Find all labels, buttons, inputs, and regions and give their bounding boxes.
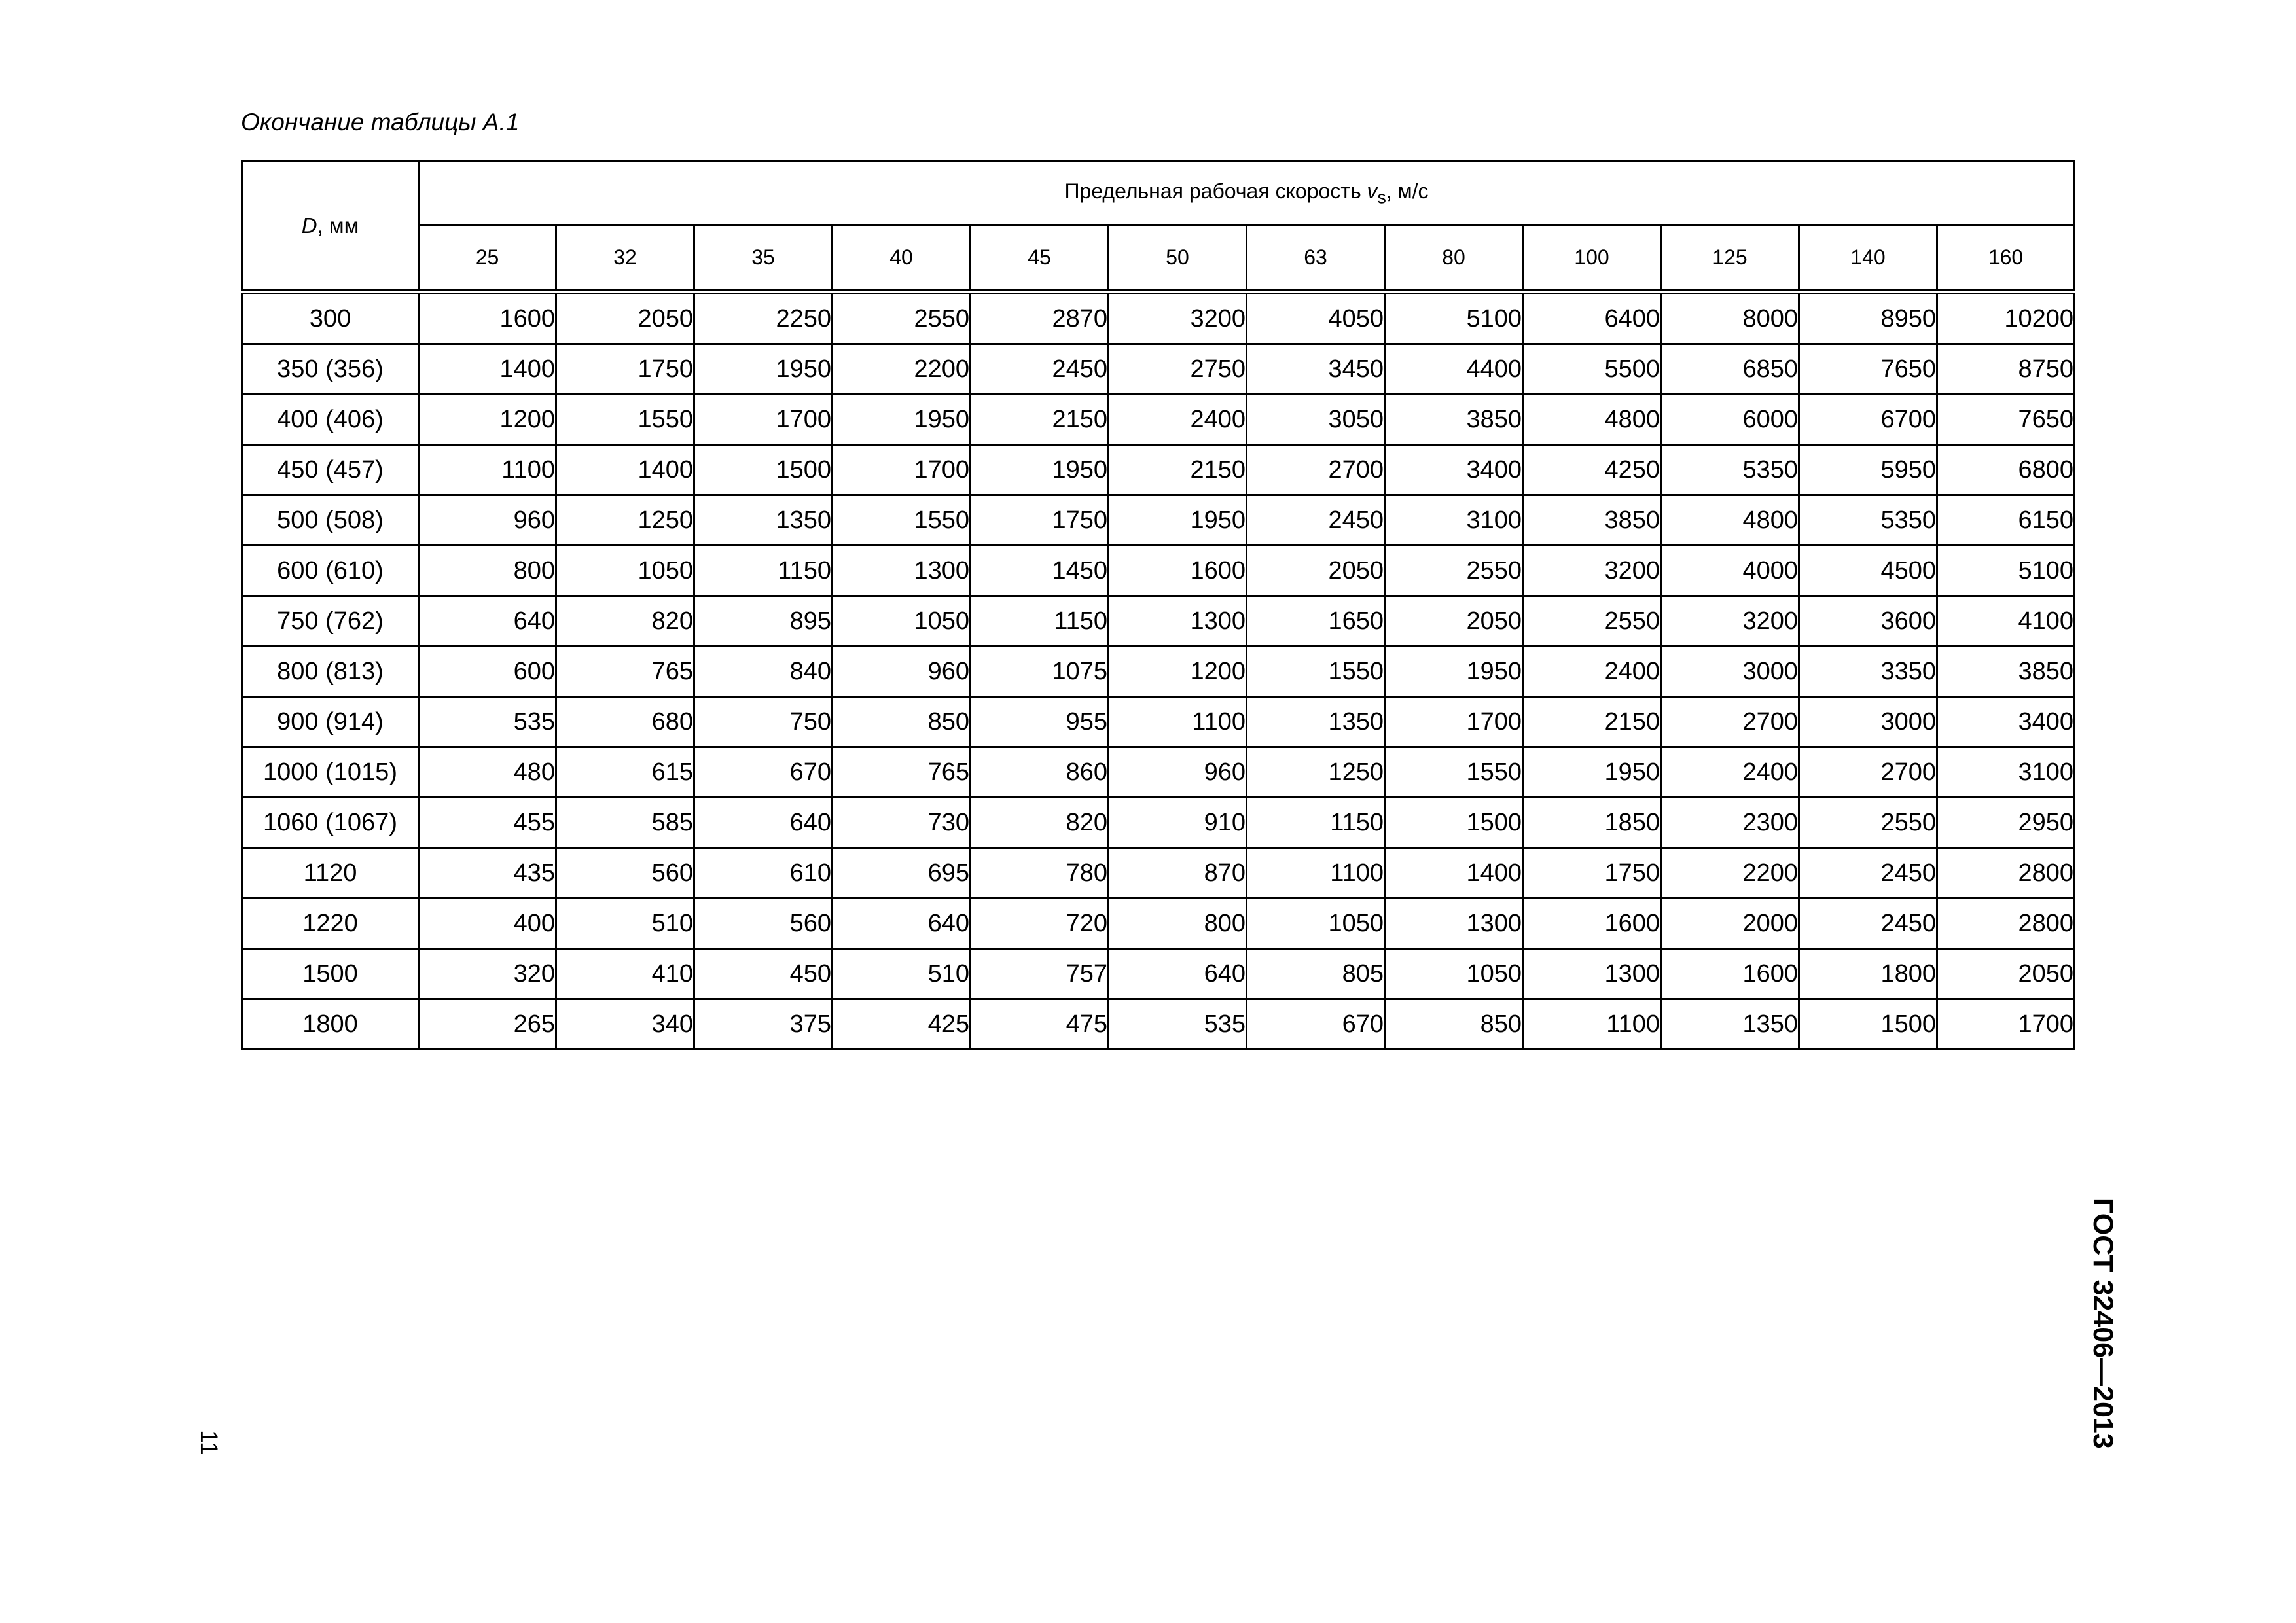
- value-cell: 1550: [833, 495, 971, 546]
- value-cell: 640: [833, 899, 971, 949]
- value-cell: 510: [833, 949, 971, 999]
- diameter-cell: 1500: [242, 949, 419, 999]
- velocity-subscript: s: [1377, 187, 1386, 207]
- value-cell: 1050: [1385, 949, 1523, 999]
- value-cell: 670: [694, 747, 833, 798]
- page-number: 11: [196, 1430, 223, 1455]
- standard-code: ГОСТ 32406—2013: [2087, 1198, 2119, 1449]
- value-cell: 6150: [1937, 495, 2075, 546]
- table-row: [242, 344, 2075, 395]
- velocity-col-header: 50: [1109, 226, 1247, 292]
- value-cell: 2550: [1799, 798, 1937, 848]
- value-cell: 4100: [1937, 596, 2075, 647]
- value-cell: 2700: [1799, 747, 1937, 798]
- value-cell: 1800: [1799, 949, 1937, 999]
- diameter-cell: 1060 (1067): [242, 798, 419, 848]
- value-cell: 1100: [1109, 697, 1247, 747]
- value-cell: 400: [419, 899, 556, 949]
- value-cell: 1150: [694, 546, 833, 596]
- value-cell: 1500: [694, 445, 833, 495]
- value-cell: 610: [694, 848, 833, 899]
- value-cell: 1700: [833, 445, 971, 495]
- value-cell: 2050: [1247, 546, 1385, 596]
- value-cell: 1300: [833, 546, 971, 596]
- value-cell: 1950: [833, 395, 971, 445]
- value-cell: 1200: [1109, 647, 1247, 697]
- value-cell: 8750: [1937, 344, 2075, 395]
- value-cell: 1700: [694, 395, 833, 445]
- value-cell: 1600: [1109, 546, 1247, 596]
- diameter-cell: 350 (356): [242, 344, 419, 395]
- value-cell: 1300: [1385, 899, 1523, 949]
- diameter-unit: , мм: [317, 213, 359, 238]
- value-cell: 1350: [1247, 697, 1385, 747]
- value-cell: 7650: [1937, 395, 2075, 445]
- value-cell: 4800: [1523, 395, 1661, 445]
- value-cell: 425: [833, 999, 971, 1050]
- value-cell: 805: [1247, 949, 1385, 999]
- value-cell: 780: [971, 848, 1109, 899]
- value-cell: 265: [419, 999, 556, 1050]
- value-cell: 1950: [1385, 647, 1523, 697]
- velocity-col-header: 80: [1385, 226, 1523, 292]
- value-cell: 320: [419, 949, 556, 999]
- value-cell: 3200: [1523, 546, 1661, 596]
- value-cell: 4800: [1661, 495, 1799, 546]
- value-cell: 2550: [1523, 596, 1661, 647]
- diameter-cell: 1800: [242, 999, 419, 1050]
- value-cell: 640: [419, 596, 556, 647]
- value-cell: 1950: [1523, 747, 1661, 798]
- value-cell: 1050: [1247, 899, 1385, 949]
- velocity-col-header: 100: [1523, 226, 1661, 292]
- value-cell: 3350: [1799, 647, 1937, 697]
- diameter-cell: 600 (610): [242, 546, 419, 596]
- value-cell: 615: [556, 747, 694, 798]
- value-cell: 455: [419, 798, 556, 848]
- value-cell: 2050: [1385, 596, 1523, 647]
- value-cell: 2700: [1661, 697, 1799, 747]
- value-cell: 3850: [1937, 647, 2075, 697]
- value-cell: 2450: [971, 344, 1109, 395]
- value-cell: 1600: [1661, 949, 1799, 999]
- diameter-cell: 800 (813): [242, 647, 419, 697]
- value-cell: 4500: [1799, 546, 1937, 596]
- value-cell: 1550: [1385, 747, 1523, 798]
- value-cell: 1400: [556, 445, 694, 495]
- diameter-symbol: D: [301, 213, 317, 238]
- velocity-col-header: 25: [419, 226, 556, 292]
- value-cell: 1950: [694, 344, 833, 395]
- value-cell: 3400: [1385, 445, 1523, 495]
- value-cell: 3200: [1109, 292, 1247, 344]
- value-cell: 600: [419, 647, 556, 697]
- value-cell: 680: [556, 697, 694, 747]
- value-cell: 535: [1109, 999, 1247, 1050]
- value-cell: 2050: [1937, 949, 2075, 999]
- value-cell: 3100: [1385, 495, 1523, 546]
- velocity-values-row: [242, 226, 2075, 292]
- value-cell: 1400: [419, 344, 556, 395]
- table-body: [242, 292, 2075, 1050]
- diameter-cell: 900 (914): [242, 697, 419, 747]
- value-cell: 2950: [1937, 798, 2075, 848]
- value-cell: 8000: [1661, 292, 1799, 344]
- value-cell: 820: [556, 596, 694, 647]
- table-row: [242, 949, 2075, 999]
- value-cell: 640: [1109, 949, 1247, 999]
- value-cell: 1100: [1247, 848, 1385, 899]
- diameter-cell: 450 (457): [242, 445, 419, 495]
- value-cell: 5350: [1661, 445, 1799, 495]
- value-cell: 6850: [1661, 344, 1799, 395]
- value-cell: 765: [556, 647, 694, 697]
- diameter-cell: 750 (762): [242, 596, 419, 647]
- value-cell: 730: [833, 798, 971, 848]
- value-cell: 3450: [1247, 344, 1385, 395]
- value-cell: 3000: [1661, 647, 1799, 697]
- value-cell: 3850: [1385, 395, 1523, 445]
- value-cell: 800: [1109, 899, 1247, 949]
- value-cell: 955: [971, 697, 1109, 747]
- value-cell: 3050: [1247, 395, 1385, 445]
- value-cell: 3400: [1937, 697, 2075, 747]
- value-cell: 1950: [971, 445, 1109, 495]
- value-cell: 2450: [1799, 899, 1937, 949]
- value-cell: 475: [971, 999, 1109, 1050]
- value-cell: 2150: [1523, 697, 1661, 747]
- value-cell: 5950: [1799, 445, 1937, 495]
- value-cell: 840: [694, 647, 833, 697]
- velocity-col-header: 32: [556, 226, 694, 292]
- value-cell: 3850: [1523, 495, 1661, 546]
- value-cell: 435: [419, 848, 556, 899]
- value-cell: 5350: [1799, 495, 1937, 546]
- value-cell: 695: [833, 848, 971, 899]
- velocity-col-header: 160: [1937, 226, 2075, 292]
- value-cell: 2450: [1799, 848, 1937, 899]
- table-row: [242, 999, 2075, 1050]
- value-cell: 375: [694, 999, 833, 1050]
- value-cell: 910: [1109, 798, 1247, 848]
- value-cell: 10200: [1937, 292, 2075, 344]
- velocity-col-header: 35: [694, 226, 833, 292]
- value-cell: 2150: [1109, 445, 1247, 495]
- value-cell: 960: [1109, 747, 1247, 798]
- diameter-cell: 1000 (1015): [242, 747, 419, 798]
- velocity-col-header: 125: [1661, 226, 1799, 292]
- value-cell: 480: [419, 747, 556, 798]
- value-cell: 4400: [1385, 344, 1523, 395]
- velocity-header: [419, 162, 2075, 226]
- speed-table: [241, 160, 2075, 1050]
- value-cell: 5500: [1523, 344, 1661, 395]
- value-cell: 3600: [1799, 596, 1937, 647]
- value-cell: 1700: [1385, 697, 1523, 747]
- value-cell: 7650: [1799, 344, 1937, 395]
- value-cell: 1850: [1523, 798, 1661, 848]
- value-cell: 1350: [694, 495, 833, 546]
- diameter-cell: 1120: [242, 848, 419, 899]
- value-cell: 2150: [971, 395, 1109, 445]
- table-row: [242, 747, 2075, 798]
- value-cell: 6000: [1661, 395, 1799, 445]
- value-cell: 6700: [1799, 395, 1937, 445]
- value-cell: 2400: [1109, 395, 1247, 445]
- value-cell: 1550: [1247, 647, 1385, 697]
- value-cell: 3000: [1799, 697, 1937, 747]
- table-row: [242, 546, 2075, 596]
- value-cell: 560: [556, 848, 694, 899]
- value-cell: 1400: [1385, 848, 1523, 899]
- value-cell: 1600: [419, 292, 556, 344]
- value-cell: 1450: [971, 546, 1109, 596]
- value-cell: 1750: [971, 495, 1109, 546]
- value-cell: 4250: [1523, 445, 1661, 495]
- value-cell: 1950: [1109, 495, 1247, 546]
- value-cell: 2200: [1661, 848, 1799, 899]
- value-cell: 2250: [694, 292, 833, 344]
- value-cell: 4000: [1661, 546, 1799, 596]
- value-cell: 585: [556, 798, 694, 848]
- value-cell: 2400: [1661, 747, 1799, 798]
- value-cell: 1750: [556, 344, 694, 395]
- table-row: [242, 495, 2075, 546]
- velocity-header-prefix: Предельная рабочая скорость: [1064, 179, 1367, 204]
- diameter-cell: 500 (508): [242, 495, 419, 546]
- table-row: [242, 445, 2075, 495]
- value-cell: 1300: [1523, 949, 1661, 999]
- value-cell: 2450: [1247, 495, 1385, 546]
- value-cell: 450: [694, 949, 833, 999]
- value-cell: 535: [419, 697, 556, 747]
- value-cell: 895: [694, 596, 833, 647]
- value-cell: 765: [833, 747, 971, 798]
- value-cell: 1300: [1109, 596, 1247, 647]
- value-cell: 1100: [1523, 999, 1661, 1050]
- value-cell: 720: [971, 899, 1109, 949]
- table-row: [242, 292, 2075, 344]
- value-cell: 1600: [1523, 899, 1661, 949]
- value-cell: 1500: [1385, 798, 1523, 848]
- value-cell: 2200: [833, 344, 971, 395]
- value-cell: 870: [1109, 848, 1247, 899]
- value-cell: 2000: [1661, 899, 1799, 949]
- value-cell: 1200: [419, 395, 556, 445]
- table-row: [242, 647, 2075, 697]
- value-cell: 1550: [556, 395, 694, 445]
- velocity-unit: , м/с: [1386, 179, 1429, 204]
- value-cell: 2550: [1385, 546, 1523, 596]
- value-cell: 2550: [833, 292, 971, 344]
- value-cell: 1700: [1937, 999, 2075, 1050]
- value-cell: 860: [971, 747, 1109, 798]
- value-cell: 510: [556, 899, 694, 949]
- value-cell: 1075: [971, 647, 1109, 697]
- value-cell: 1650: [1247, 596, 1385, 647]
- value-cell: 410: [556, 949, 694, 999]
- value-cell: 2050: [556, 292, 694, 344]
- value-cell: 6800: [1937, 445, 2075, 495]
- diameter-header: [242, 162, 419, 292]
- value-cell: 2700: [1247, 445, 1385, 495]
- value-cell: 2750: [1109, 344, 1247, 395]
- value-cell: 1250: [1247, 747, 1385, 798]
- value-cell: 560: [694, 899, 833, 949]
- value-cell: 1750: [1523, 848, 1661, 899]
- value-cell: 1500: [1799, 999, 1937, 1050]
- value-cell: 6400: [1523, 292, 1661, 344]
- table-row: [242, 848, 2075, 899]
- diameter-cell: 300: [242, 292, 419, 344]
- value-cell: 850: [833, 697, 971, 747]
- table-row: [242, 596, 2075, 647]
- value-cell: 800: [419, 546, 556, 596]
- value-cell: 340: [556, 999, 694, 1050]
- value-cell: 1150: [1247, 798, 1385, 848]
- value-cell: 757: [971, 949, 1109, 999]
- value-cell: 1250: [556, 495, 694, 546]
- value-cell: 670: [1247, 999, 1385, 1050]
- velocity-symbol: v: [1367, 179, 1378, 204]
- value-cell: 3200: [1661, 596, 1799, 647]
- table-row: [242, 697, 2075, 747]
- table-row: [242, 395, 2075, 445]
- velocity-col-header: 140: [1799, 226, 1937, 292]
- velocity-col-header: 40: [833, 226, 971, 292]
- value-cell: 640: [694, 798, 833, 848]
- table-caption: Окончание таблицы А.1: [241, 109, 520, 135]
- value-cell: 1050: [833, 596, 971, 647]
- value-cell: 1150: [971, 596, 1109, 647]
- value-cell: 960: [833, 647, 971, 697]
- velocity-col-header: 45: [971, 226, 1109, 292]
- table-row: [242, 899, 2075, 949]
- value-cell: 750: [694, 697, 833, 747]
- value-cell: 820: [971, 798, 1109, 848]
- value-cell: 4050: [1247, 292, 1385, 344]
- value-cell: 1100: [419, 445, 556, 495]
- value-cell: 2800: [1937, 848, 2075, 899]
- diameter-cell: 1220: [242, 899, 419, 949]
- value-cell: 8950: [1799, 292, 1937, 344]
- velocity-col-header: 63: [1247, 226, 1385, 292]
- value-cell: 850: [1385, 999, 1523, 1050]
- value-cell: 5100: [1385, 292, 1523, 344]
- value-cell: 1050: [556, 546, 694, 596]
- value-cell: 2300: [1661, 798, 1799, 848]
- diameter-cell: 400 (406): [242, 395, 419, 445]
- value-cell: 1350: [1661, 999, 1799, 1050]
- value-cell: 5100: [1937, 546, 2075, 596]
- value-cell: 2400: [1523, 647, 1661, 697]
- table-row: [242, 798, 2075, 848]
- value-cell: 3100: [1937, 747, 2075, 798]
- value-cell: 2870: [971, 292, 1109, 344]
- value-cell: 2800: [1937, 899, 2075, 949]
- value-cell: 960: [419, 495, 556, 546]
